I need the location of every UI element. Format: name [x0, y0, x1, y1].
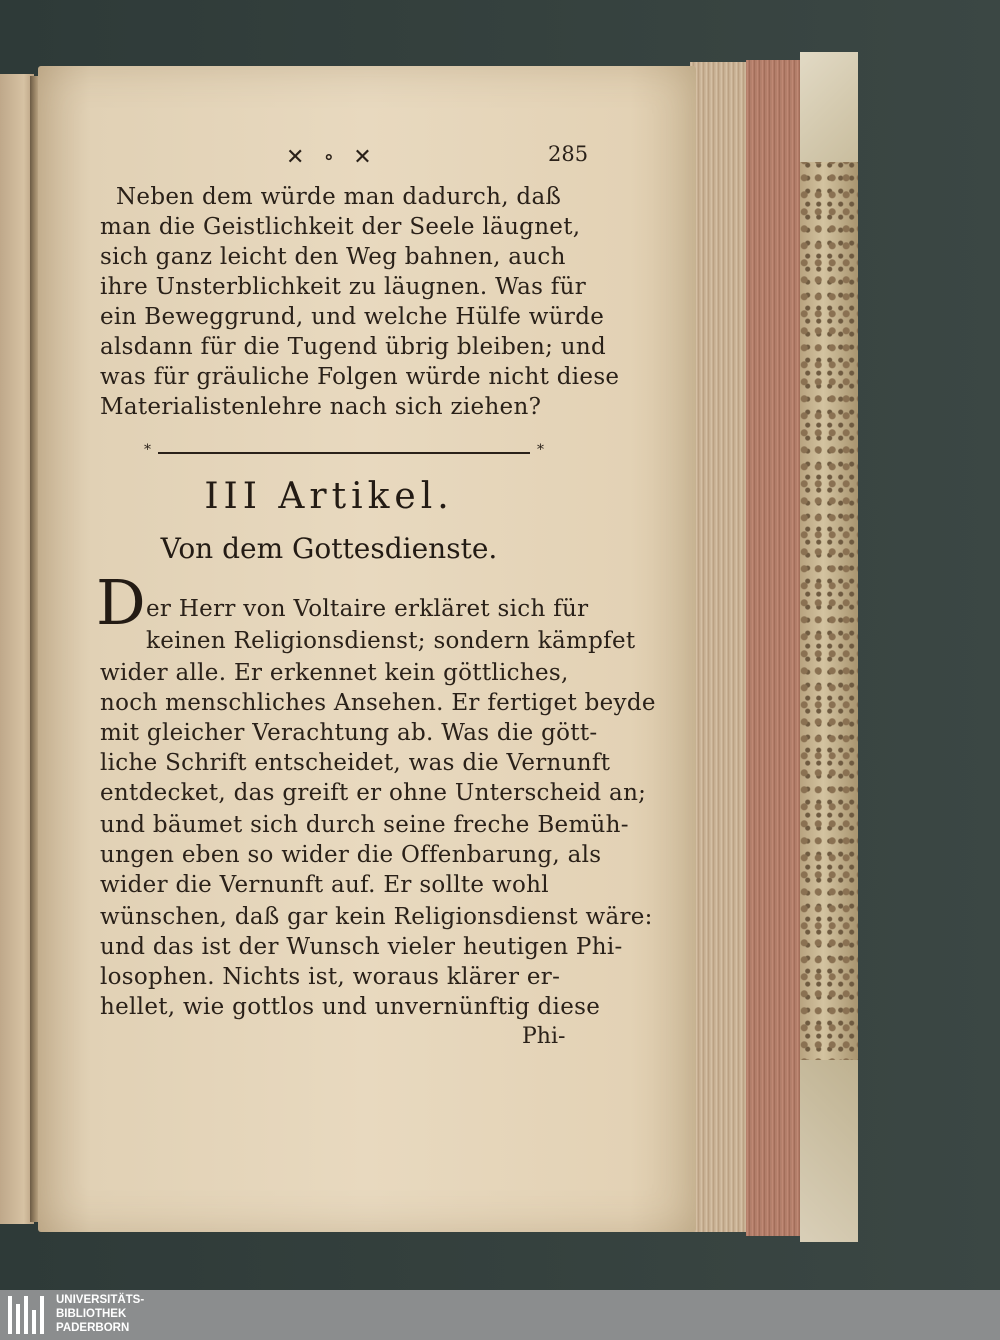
- section-divider: [144, 442, 544, 460]
- text-line: wider die Vernunft auf. Er sollte wohl: [100, 872, 549, 898]
- text-line: er Herr von Voltaire erkläret sich für: [146, 596, 589, 622]
- library-logo-icon: [8, 1296, 48, 1334]
- text-line: wider alle. Er erkennet kein göttliches,: [100, 660, 569, 686]
- divider-star-right: *: [537, 442, 544, 458]
- text-line: noch menschliches Ansehen. Er fertiget beyde: [100, 690, 656, 716]
- cover-corner-top: [800, 52, 858, 162]
- library-name-line: PADERBORN: [56, 1322, 130, 1334]
- library-footer: [0, 1290, 1000, 1340]
- text-line: mit gleicher Verachtung ab. Was die gött-: [100, 720, 598, 746]
- text-line: keinen Religionsdienst; sondern kämpfet: [146, 628, 636, 654]
- cover-corner-bottom: [800, 1060, 858, 1242]
- text-line: was für gräuliche Folgen würde nicht diese: [100, 364, 620, 390]
- article-title: III Artikel.: [204, 476, 454, 517]
- running-head: ✕ ∘ ✕: [286, 145, 378, 170]
- text-line: und das ist der Wunsch vieler heutigen Phi-: [100, 934, 623, 960]
- text-line: alsdann für die Tugend übrig bleiben; und: [100, 334, 607, 360]
- library-name: [56, 1293, 144, 1335]
- text-line: und bäumet sich durch seine freche Bemüh-: [100, 812, 629, 838]
- text-line: Materialistenlehre nach sich ziehen?: [100, 394, 542, 420]
- divider-rule: [158, 452, 530, 454]
- text-line: ein Beweggrund, und welche Hülfe würde: [100, 304, 605, 330]
- drop-cap: D: [96, 566, 146, 639]
- text-line: sich ganz leicht den Weg bahnen, auch: [100, 244, 566, 270]
- previous-page-edge: [0, 74, 34, 1224]
- page-number: 285: [548, 142, 589, 166]
- text-line: losophen. Nichts ist, woraus klärer er-: [100, 964, 561, 990]
- text-line: liche Schrift entscheidet, was die Vernunft: [100, 750, 611, 776]
- text-line: entdecket, das greift er ohne Unterscheid an;: [100, 780, 647, 806]
- page-edges: [690, 62, 750, 1232]
- text-line: ungen eben so wider die Offenbarung, als: [100, 842, 602, 868]
- divider-star-left: *: [144, 442, 151, 458]
- library-name-line: UNIVERSITÄTS-: [56, 1294, 145, 1306]
- text-line: Neben dem würde man dadurch, daß: [116, 184, 562, 210]
- text-line: man die Geistlichkeit der Seele läugnet,: [100, 214, 581, 240]
- library-name-line: BIBLIOTHEK: [56, 1308, 127, 1320]
- text-line: hellet, wie gottlos und unvernünftig diese: [100, 994, 601, 1020]
- article-subtitle: Von dem Gottesdienste.: [160, 532, 498, 565]
- catchword: Phi-: [522, 1024, 566, 1049]
- text-line: ihre Unsterblichkeit zu läugnen. Was für: [100, 274, 587, 300]
- text-line: wünschen, daß gar kein Religionsdienst wäre:: [100, 904, 653, 930]
